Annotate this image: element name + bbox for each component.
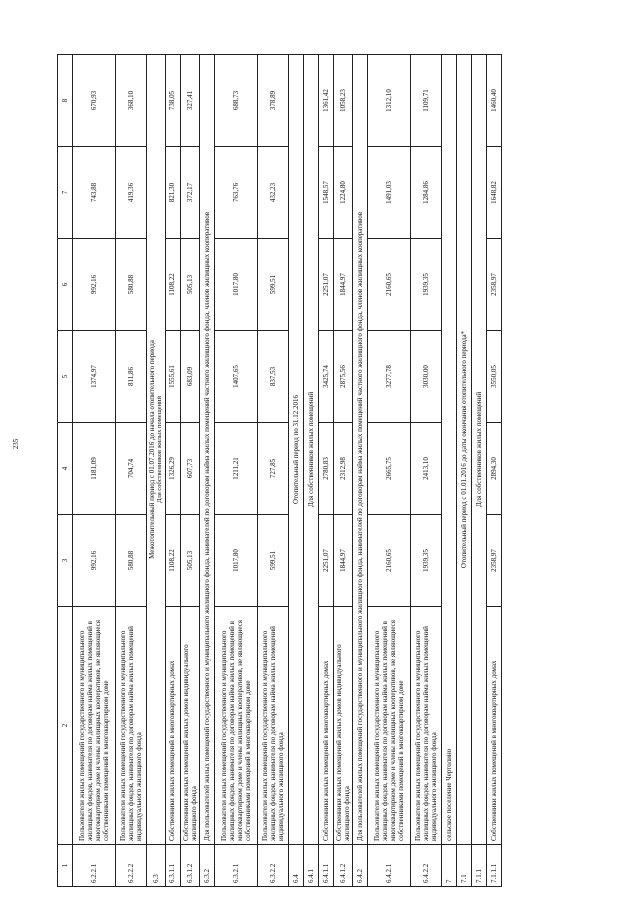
value-cell: 992,16	[73, 515, 116, 607]
row-code: 6.2.2.2	[116, 845, 147, 887]
value-cell: 607,73	[180, 423, 199, 515]
value-cell: 3277,78	[367, 331, 410, 423]
value-cell: 2665,75	[367, 423, 410, 515]
value-cell: 1407,65	[214, 331, 257, 423]
value-cell: 1361,42	[318, 55, 333, 147]
value-cell: 738,05	[165, 55, 180, 147]
value-cell: 2312,98	[333, 423, 352, 515]
value-cell: 3550,05	[486, 331, 501, 423]
table-row	[214, 55, 257, 887]
header-cell: 3	[58, 515, 73, 607]
row-code: 6.4.1	[303, 845, 318, 887]
value-cell: 683,09	[180, 331, 199, 423]
row-label: Пользователи жилых помещений государственного и муниципального жилищных фондов, нанимателя по договорам найма жилых помещений индивидуального жилищного фонда	[116, 607, 147, 845]
table-row	[116, 55, 147, 887]
row-code: 6.4.1.1	[318, 845, 333, 887]
row-code: 6.4	[288, 845, 303, 887]
row-code: 6.3.1.1	[165, 845, 180, 887]
row-label: Пользователи жилых помещений государственного и муниципального жилищных фондов, нанимателя по договорам найма жилых помещений индивидуального жилищного фонда	[257, 607, 288, 845]
table-row	[333, 55, 352, 887]
section-heading	[456, 55, 471, 845]
value-cell: 743,88	[73, 147, 116, 239]
section-heading	[441, 55, 456, 845]
value-cell: 1326,29	[165, 423, 180, 515]
section-row	[441, 55, 456, 887]
row-code: 6.4.2	[352, 845, 367, 887]
value-cell: 1181,09	[73, 423, 116, 515]
page-number: 235	[12, 438, 20, 450]
table-row	[367, 55, 410, 887]
value-cell: 1109,71	[410, 55, 441, 147]
value-cell: 1548,57	[318, 147, 333, 239]
value-cell: 811,86	[116, 331, 147, 423]
row-code: 6.4.2.2	[410, 845, 441, 887]
section-title: Для пользователей жилых помещений государственного и муниципального жилищного фонда, нанимателей по договорам найма жилых помещений частного жилищного фонда, членов жилищных кооперативов	[202, 211, 211, 841]
section-title: Отопительный период по 31.12.2016	[291, 394, 300, 505]
table-row	[410, 55, 441, 887]
header-cell: 4	[58, 423, 73, 515]
row-code: 6.3.2.2	[257, 845, 288, 887]
value-cell: 2358,97	[486, 239, 501, 331]
row-label: Собственники жилых помещений в многоквартирных домах	[165, 607, 180, 845]
header-cell: 7	[58, 147, 73, 239]
value-cell: 763,76	[214, 147, 257, 239]
section-heading	[199, 55, 214, 845]
row-label: Собственники жилых помещений жилых домов индивидуального жилищного фонда	[180, 607, 199, 845]
row-code: 6.4.2.1	[367, 845, 410, 887]
value-cell: 2251,07	[318, 515, 333, 607]
value-cell: 1844,97	[333, 515, 352, 607]
value-cell: 1284,86	[410, 147, 441, 239]
value-cell: 2875,56	[333, 331, 352, 423]
value-cell: 2780,83	[318, 423, 333, 515]
table-row	[180, 55, 199, 887]
value-cell: 505,13	[180, 239, 199, 331]
section-heading	[147, 55, 166, 845]
section-heading	[288, 55, 303, 845]
value-cell: 580,88	[116, 239, 147, 331]
value-cell: 2358,97	[486, 515, 501, 607]
section-row	[147, 55, 166, 887]
section-row	[288, 55, 303, 887]
row-code: 7	[441, 845, 456, 887]
value-cell: 1939,35	[410, 239, 441, 331]
value-cell: 704,74	[116, 423, 147, 515]
value-cell: 2251,07	[318, 239, 333, 331]
value-cell: 2894,30	[486, 423, 501, 515]
value-cell: 1312,10	[367, 55, 410, 147]
section-row	[352, 55, 367, 887]
value-cell: 1017,80	[214, 239, 257, 331]
value-cell: 688,73	[214, 55, 257, 147]
section-row	[471, 55, 486, 887]
row-code: 6.4.1.2	[333, 845, 352, 887]
value-cell: 327,41	[180, 55, 199, 147]
value-cell: 1017,80	[214, 515, 257, 607]
section-subtitle: Для собственников жилых помещений	[156, 396, 164, 503]
section-title: Для собственников жилых помещений	[306, 391, 315, 508]
value-cell: 378,89	[257, 55, 288, 147]
header-cell: 2	[58, 607, 73, 845]
row-code: 6.3.1.2	[180, 845, 199, 887]
row-code: 7.1	[456, 845, 471, 887]
value-cell: 1460,40	[486, 55, 501, 147]
header-cell: 5	[58, 331, 73, 423]
value-cell: 1491,03	[367, 147, 410, 239]
header-cell: 6	[58, 239, 73, 331]
section-title: Для собственников жилых помещений	[474, 391, 483, 508]
value-cell: 727,85	[257, 423, 288, 515]
value-cell: 1648,82	[486, 147, 501, 239]
value-cell: 1939,35	[410, 515, 441, 607]
value-cell: 1224,80	[333, 147, 352, 239]
row-label: Собственники жилых помещений в многоквартирных домах	[486, 607, 501, 845]
section-title: Межотопительный период с 01.07.2016 до начала отопительного периода	[148, 340, 156, 559]
value-cell: 2160,65	[367, 515, 410, 607]
value-cell: 670,93	[73, 55, 116, 147]
row-code: 6.3.2.1	[214, 845, 257, 887]
value-cell: 1555,61	[165, 331, 180, 423]
section-row	[303, 55, 318, 887]
row-label: Пользователи жилых помещений государственного и муниципального жилищных фондов, нанимателя по договорам найма жилых помещений в многоквартирном доме и члены жилищных кооперативов, не являющиеся собственниками помещений в многоквартирном доме	[214, 607, 257, 845]
row-label: Пользователи жилых помещений государственного и муниципального жилищных фондов, нанимателя по договорам найма жилых помещений в многоквартирном доме и члены жилищных кооперативов, не являющиеся собственниками помещений в многоквартирном доме	[73, 607, 116, 845]
section-title: сельское поселение Чертолино	[444, 748, 453, 841]
table-header-row	[58, 55, 73, 887]
section-title: Отопительный период с 01.01.2016 до даты окончания отопительного периода*	[459, 330, 468, 569]
row-code: 7.1.1	[471, 845, 486, 887]
value-cell: 1058,23	[333, 55, 352, 147]
row-code: 6.3	[147, 845, 166, 887]
section-row	[456, 55, 471, 887]
value-cell: 368,10	[116, 55, 147, 147]
table-row	[486, 55, 501, 887]
header-cell: 1	[58, 845, 73, 887]
value-cell: 1211,21	[214, 423, 257, 515]
section-row	[199, 55, 214, 887]
value-cell: 3030,00	[410, 331, 441, 423]
table-row	[318, 55, 333, 887]
value-cell: 1374,97	[73, 331, 116, 423]
row-code: 7.1.1.1	[486, 845, 501, 887]
row-label: Пользователи жилых помещений государственного и муниципального жилищных фондов, нанимателя по договорам найма жилых помещений индивидуального жилищного фонда	[410, 607, 441, 845]
table-row	[165, 55, 180, 887]
value-cell: 505,13	[180, 515, 199, 607]
value-cell: 821,30	[165, 147, 180, 239]
value-cell: 599,51	[257, 515, 288, 607]
rotated-table-container	[57, 55, 613, 887]
row-label: Собственники жилых помещений жилых домов индивидуального жилищного фонда	[333, 607, 352, 845]
value-cell: 580,88	[116, 515, 147, 607]
tariff-table	[57, 54, 502, 887]
value-cell: 1108,22	[165, 515, 180, 607]
value-cell: 432,23	[257, 147, 288, 239]
table-row	[257, 55, 288, 887]
table-row	[73, 55, 116, 887]
row-code: 6.2.2.1	[73, 845, 116, 887]
value-cell: 1108,22	[165, 239, 180, 331]
value-cell: 837,53	[257, 331, 288, 423]
row-code: 6.3.2	[199, 845, 214, 887]
value-cell: 992,16	[73, 239, 116, 331]
section-title: Для пользователей жилых помещений государственного и муниципального жилищного фонда, нанимателей по договорам найма жилых помещений частного жилищного фонда, членов жилищных кооперативов	[355, 211, 364, 841]
header-cell: 8	[58, 55, 73, 147]
row-label: Собственники жилых помещений в многоквартирных домах	[318, 607, 333, 845]
value-cell: 2160,65	[367, 239, 410, 331]
value-cell: 372,17	[180, 147, 199, 239]
value-cell: 599,51	[257, 239, 288, 331]
section-heading	[471, 55, 486, 845]
section-heading	[303, 55, 318, 845]
section-heading	[352, 55, 367, 845]
value-cell: 419,36	[116, 147, 147, 239]
row-label: Пользователи жилых помещений государственного и муниципального жилищных фондов, нанимателя по договорам найма жилых помещений в многоквартирном доме и члены жилищных кооперативов, не являющиеся собственниками помещений в многоквартирном доме	[367, 607, 410, 845]
value-cell: 3425,74	[318, 331, 333, 423]
value-cell: 1844,97	[333, 239, 352, 331]
value-cell: 2413,10	[410, 423, 441, 515]
